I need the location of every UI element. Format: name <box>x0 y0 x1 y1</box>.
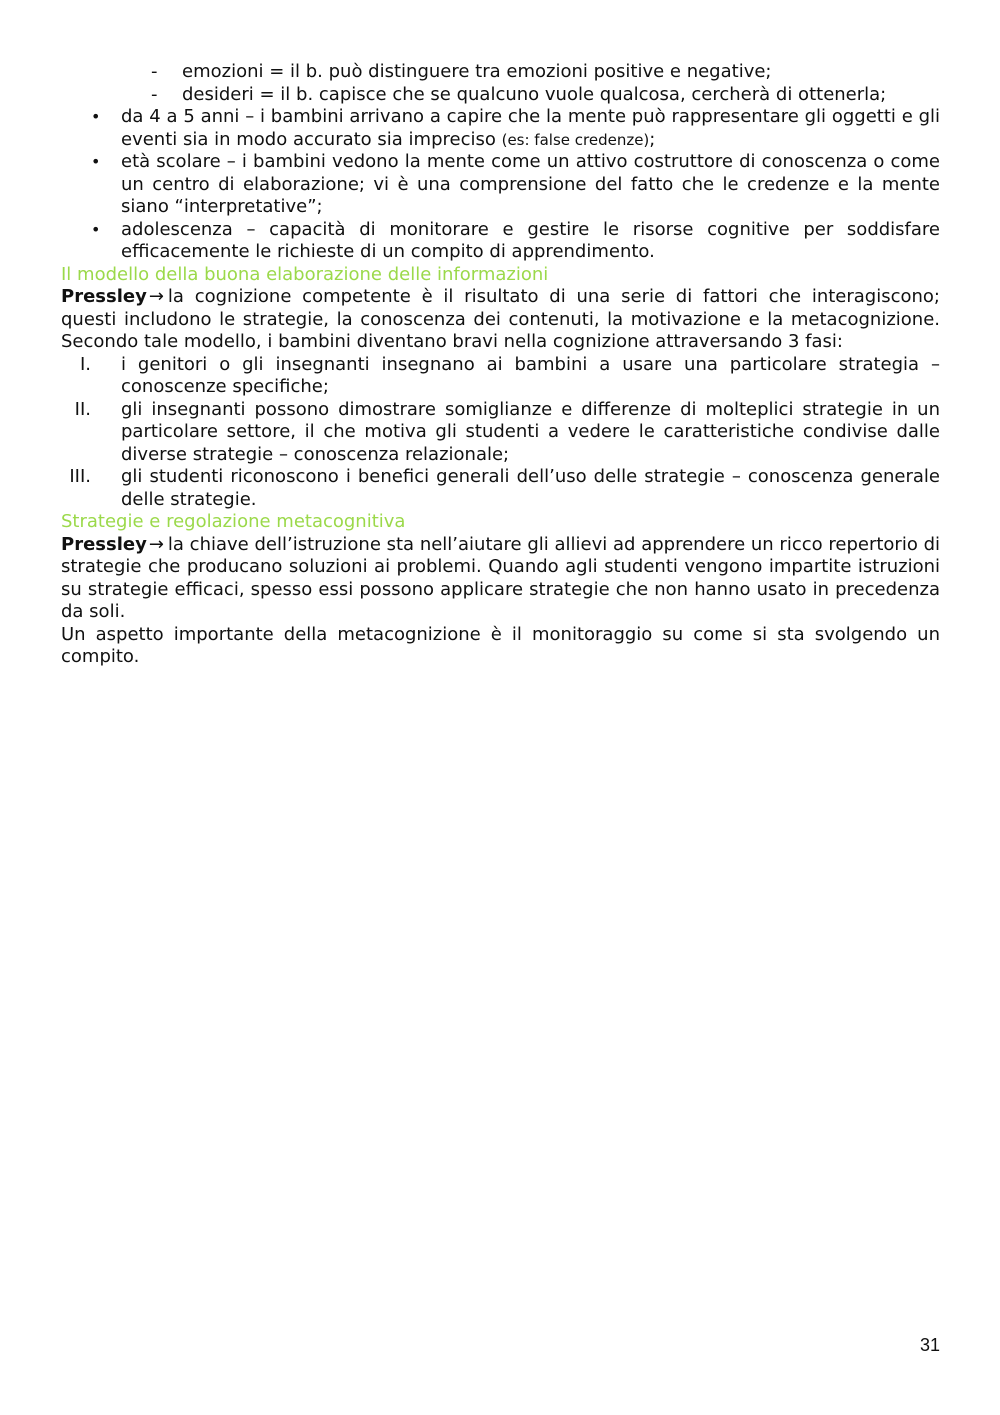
list-item-text: gli insegnanti possono dimostrare somiglianze e differenze di molteplici strategie in un particolare settore, il che motiva gli studenti a vedere le caratteristiche condivise dalle diverse strategie – conoscenza relazionale; <box>121 398 940 465</box>
list-item-note: (es: false credenze) <box>501 130 650 149</box>
roman-marker: III. <box>69 466 91 487</box>
list-item <box>61 466 940 511</box>
roman-marker: II. <box>74 398 91 420</box>
list-item <box>61 354 940 399</box>
section-heading: Strategie e regolazione metacognitiva <box>61 511 406 532</box>
bullet-marker: • <box>91 152 101 171</box>
document-body <box>61 61 940 669</box>
list-item-text: età scolare – i bambini vedono la mente come un attivo costruttore di conoscenza o come un centro di elaborazione; vi è una comprensione del fatto che le credenze e la mente siano “interpretative”; <box>121 151 940 217</box>
list-item-text: i genitori o gli insegnanti insegnano ai bambini a usare una particolare strategia – conoscenze specifiche; <box>121 353 940 397</box>
paragraph-text: la cognizione competente è il risultato di una serie di fattori che interagiscono; questi includono le strategie, la conoscenza dei contenuti, la motivazione e la metacognizione. Secondo tale modello, i bambini diventano bravi nella cognizione attraversando 3 fasi: <box>61 286 940 352</box>
author-name: Pressley <box>61 533 147 555</box>
roman-marker: I. <box>79 353 91 375</box>
paragraph <box>61 534 940 624</box>
paragraph <box>61 286 940 354</box>
paragraph: Un aspetto importante della metacognizione è il monitoraggio su come si sta svolgendo un compito. <box>61 623 940 667</box>
section-heading: Il modello della buona elaborazione delle informazioni <box>61 263 549 285</box>
list-item <box>61 151 940 219</box>
list-item-tail: ; <box>649 128 656 150</box>
list-item-text: desideri = il b. capisce che se qualcuno vuole qualcosa, cercherà di ottenerla; <box>182 83 887 105</box>
paragraph-text: la chiave dell’istruzione sta nell’aiutare gli allievi ad apprendere un ricco repertorio di strategie che producano soluzioni ai problemi. Quando agli studenti vengono impartite istruzioni su strategie efficaci, spesso essi possono applicare strategie che non hanno usato in precedenza da soli. <box>61 533 940 622</box>
list-item-text: adolescenza – capacità di monitorare e gestire le risorse cognitive per soddisfare efficacemente le richieste di un compito di apprendimento. <box>121 218 940 262</box>
dash-marker: - <box>151 83 158 105</box>
bullet-marker: • <box>91 219 101 239</box>
list-item <box>61 399 940 467</box>
arrow-right-icon: → <box>148 286 164 307</box>
list-item <box>61 84 940 107</box>
page-number: 31 <box>919 1335 940 1355</box>
dash-marker: - <box>151 61 158 82</box>
arrow-right-icon: → <box>148 533 164 555</box>
list-item-text: emozioni = il b. può distinguere tra emozioni positive e negative; <box>182 61 772 82</box>
list-item-text: da 4 a 5 anni – i bambini arrivano a capire che la mente può rappresentare gli oggetti e gli eventi sia in modo accurato sia impreciso <box>121 106 940 150</box>
list-item-text: gli studenti riconoscono i benefici generali dell’uso delle strategie – conoscenza generale delle strategie. <box>121 466 940 510</box>
list-item <box>61 61 940 84</box>
list-item <box>61 106 940 151</box>
author-name: Pressley <box>61 286 147 307</box>
bullet-marker: • <box>91 107 101 126</box>
list-item <box>61 219 940 264</box>
